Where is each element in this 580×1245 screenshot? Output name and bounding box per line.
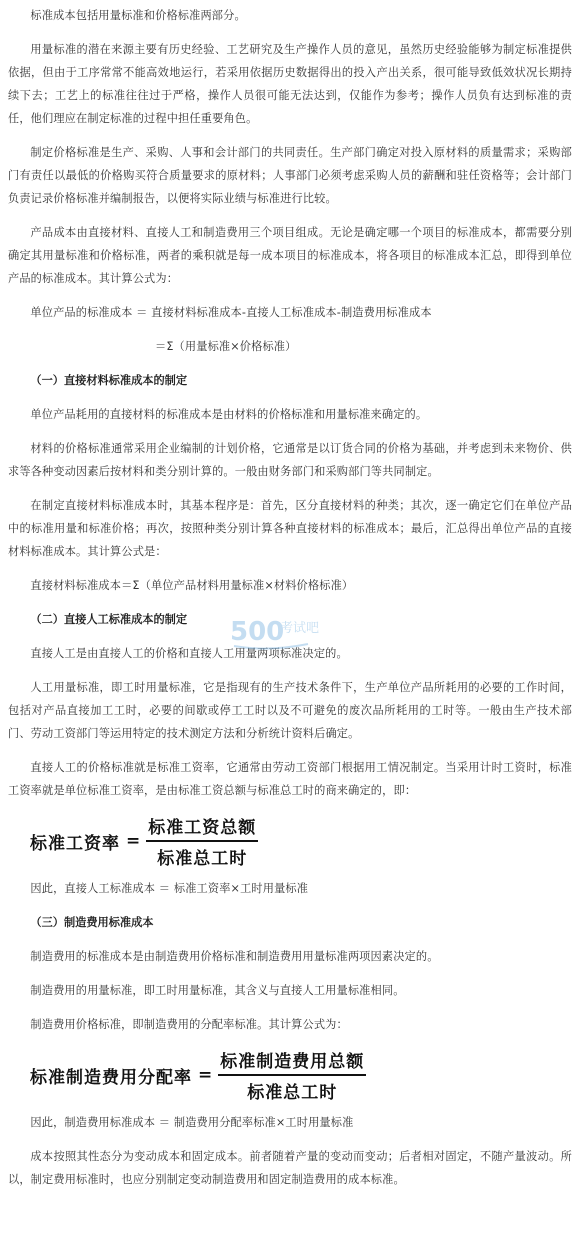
- fraction-denominator: 标准总工时: [157, 849, 248, 869]
- heading-overhead: （三）制造费用标准成本: [30, 916, 154, 929]
- formula-labor-cost: 因此，直接人工标准成本 ＝ 标准工资率×工时用量标准: [30, 882, 309, 895]
- watermark-logo: [228, 610, 348, 654]
- formula-material-cost: 直接材料标准成本＝Σ（单位产品材料用量标准×材料价格标准）: [30, 579, 354, 592]
- paragraph-price-standard: 制定价格标准是生产、采购、人事和会计部门的共同责任。生产部门确定对投入原材料的质量需求；采购部门有责任以最低的价格购买符合质量要求的原材料；人事部门必须考虑采购人员的薪酬和驻任资格等；会计部门负责记录价格标准并编制报告，以便将实际业绩与标准进行比较。: [8, 146, 572, 205]
- formula-wage-rate-lhs: 标准工资率: [30, 833, 120, 854]
- formula-equals: =: [198, 1065, 213, 1085]
- watermark-number: 500: [230, 617, 285, 647]
- heading-direct-labor: （二）直接人工标准成本的制定: [30, 613, 188, 626]
- paragraph-cost-behavior: 成本按照其性态分为变动成本和固定成本。前者随着产量的变动而变动；后者相对固定，不随产量波动。所以，制定费用标准时，也应分别制定变动制造费用和固定制造费用的成本标准。: [8, 1150, 572, 1186]
- fraction-denominator: 标准总工时: [247, 1083, 338, 1103]
- paragraph-overhead-price: 制造费用价格标准，即制造费用的分配率标准。其计算公式为：: [30, 1018, 348, 1031]
- paragraph-labor-price: 直接人工的价格标准就是标准工资率，它通常由劳动工资部门根据用工情况制定。当采用计时工资时，标准工资率就是单位标准工资率，是由标准工资总额与标准总工时的商来确定的，即：: [8, 761, 572, 797]
- paragraph-usage-standard: 用量标准的潜在来源主要有历史经验、工艺研究及生产操作人员的意见，虽然历史经验能够为制定标准提供依据，但由于工序常常不能高效地运行，若采用依据历史数据得出的投入产出关系，很可能导致低效状况长期持续下去；工艺上的标准往往过于严格，操作人员很可能无法达到，仅能作为参考；操作人员负有达到标准的责任，他们理应在制定标准的过程中担任重要角色。: [8, 43, 572, 125]
- formula-unit-cost: 单位产品的标准成本 ＝ 直接材料标准成本-直接人工标准成本-制造费用标准成本: [30, 306, 432, 319]
- paragraph-overhead-usage: 制造费用的用量标准，即工时用量标准，其含义与直接人工用量标准相同。: [30, 984, 405, 997]
- paragraph-material-procedure: 在制定直接材料标准成本时，其基本程序是：首先，区分直接材料的种类；其次，逐一确定它们在单位产品中的标准用量和标准价格；再次，按照种类分别计算各种直接材料的标准成本；最后，汇总得出单位产品的直接材料标准成本。其计算公式是：: [8, 499, 572, 558]
- fraction-numerator: 标准工资总额: [148, 818, 257, 838]
- paragraph-labor-intro: 直接人工是由直接人工的价格和直接人工用量两项标准决定的。: [30, 647, 348, 660]
- formula-overhead-rate-lhs: 标准制造费用分配率: [30, 1067, 192, 1088]
- fraction: [218, 1047, 366, 1103]
- watermark-brand: 考试吧: [280, 621, 320, 636]
- paragraph-material-cost: 单位产品耗用的直接材料的标准成本是由材料的价格标准和用量标准来确定的。: [30, 408, 428, 421]
- formula-wage-rate: [30, 813, 572, 869]
- fraction-numerator: 标准制造费用总额: [220, 1052, 365, 1072]
- paragraph-product-cost: 产品成本由直接材料、直接人工和制造费用三个项目组成。无论是确定哪一个项目的标准成本，都需要分别确定其用量标准和价格标准，两者的乘积就是每一成本项目的标准成本，将各项目的标准成本汇总，即得到单位产品的标准成本。其计算公式为：: [8, 226, 572, 285]
- formula-overhead-rate: [30, 1047, 572, 1103]
- paragraph-overhead-intro: 制造费用的标准成本是由制造费用价格标准和制造费用用量标准两项因素决定的。: [30, 950, 439, 963]
- fraction: [146, 813, 258, 869]
- paragraph-labor-usage: 人工用量标准，即工时用量标准，它是指现有的生产技术条件下，生产单位产品所耗用的必要的工作时间，包括对产品直接加工工时，必要的间歇或停工工时以及不可避免的废次品所耗用的工时等。一般由生产技术部门、劳动工资部门等运用特定的技术测定方法和分析统计资料后确定。: [8, 681, 572, 740]
- formula-unit-cost-sum: ＝Σ（用量标准×价格标准）: [155, 340, 297, 353]
- formula-equals: =: [126, 831, 141, 851]
- formula-overhead-cost: 因此，制造费用标准成本 ＝ 制造费用分配率标准×工时用量标准: [30, 1116, 354, 1129]
- paragraph-material-price: 材料的价格标准通常采用企业编制的计划价格，它通常是以订货合同的价格为基础，并考虑到未来物价、供求等各种变动因素后按材料和类分别计算的。一般由财务部门和采购部门等共同制定。: [8, 442, 572, 478]
- paragraph-intro: 标准成本包括用量标准和价格标准两部分。: [30, 9, 246, 22]
- heading-direct-material: （一）直接材料标准成本的制定: [30, 374, 188, 387]
